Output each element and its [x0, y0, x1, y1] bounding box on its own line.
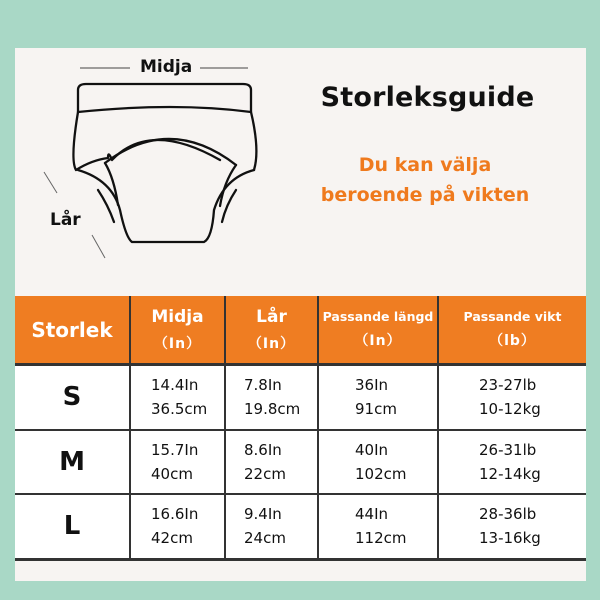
value-cm: 36.5cm [151, 400, 208, 419]
waist-cell [130, 365, 225, 430]
thigh-cell [225, 365, 318, 430]
header-weight [438, 296, 586, 365]
thigh-cell [225, 430, 318, 494]
brief-outline [73, 84, 256, 242]
subtitle [300, 150, 550, 210]
table-header-row [15, 296, 586, 365]
header-unit: （In） [247, 335, 296, 352]
value-kg: 13-16kg [479, 529, 541, 548]
header-unit: （In） [354, 333, 402, 349]
value-cm: 19.8cm [244, 400, 301, 419]
value-in: 7.8In [244, 376, 282, 395]
header-label: Passande vikt [463, 309, 562, 324]
table-row [15, 365, 586, 430]
value-in: 8.6In [244, 440, 282, 459]
subtitle-line-1: Du kan välja [358, 154, 492, 176]
header-unit: （lb） [489, 333, 536, 349]
weight-cell [438, 494, 586, 560]
value-lb: 26-31lb [479, 440, 537, 459]
value-in: 9.4In [244, 505, 282, 524]
header-unit: （In） [153, 335, 202, 352]
value-kg: 10-12kg [479, 400, 541, 419]
value-in: 14.4In [151, 376, 199, 395]
value-lb: 23-27lb [479, 376, 537, 395]
size-cell: S [15, 365, 130, 430]
page-title: Storleksguide [320, 82, 535, 113]
waist-cell [130, 494, 225, 560]
header-length [318, 296, 438, 365]
header-label: Midja [151, 306, 204, 327]
length-cell [318, 365, 438, 430]
size-table [15, 296, 586, 561]
thigh-measure-line-bottom [92, 235, 105, 258]
size-cell: L [15, 494, 130, 560]
table-row [15, 430, 586, 494]
value-in: 36In [355, 376, 389, 395]
value-in: 16.6In [151, 505, 199, 524]
thigh-measure-line-top [44, 172, 57, 193]
value-in: 15.7In [151, 440, 199, 459]
waist-label: Midja [140, 57, 193, 77]
thigh-label: Lår [50, 210, 81, 230]
value-kg: 12-14kg [479, 464, 541, 483]
value-cm: 91cm [355, 400, 397, 419]
value-lb: 28-36lb [479, 505, 537, 524]
table-row [15, 494, 586, 560]
length-cell [318, 494, 438, 560]
value-cm: 42cm [151, 529, 193, 548]
value-cm: 22cm [244, 464, 286, 483]
length-cell [318, 430, 438, 494]
size-cell: M [15, 430, 130, 494]
header-thigh [225, 296, 318, 365]
header-label: Lår [256, 306, 287, 327]
header-size [15, 296, 130, 365]
waist-cell [130, 430, 225, 494]
thigh-cell [225, 494, 318, 560]
value-cm: 112cm [355, 529, 407, 548]
value-in: 40In [355, 440, 389, 459]
weight-cell [438, 365, 586, 430]
header-waist [130, 296, 225, 365]
subtitle-line-2: beroende på vikten [320, 184, 530, 206]
value-cm: 24cm [244, 529, 286, 548]
value-in: 44In [355, 505, 389, 524]
value-cm: 40cm [151, 464, 193, 483]
value-cm: 102cm [355, 464, 407, 483]
weight-cell [438, 430, 586, 494]
header-label: Storlek [31, 317, 113, 342]
header-label: Passande längd [322, 309, 434, 324]
